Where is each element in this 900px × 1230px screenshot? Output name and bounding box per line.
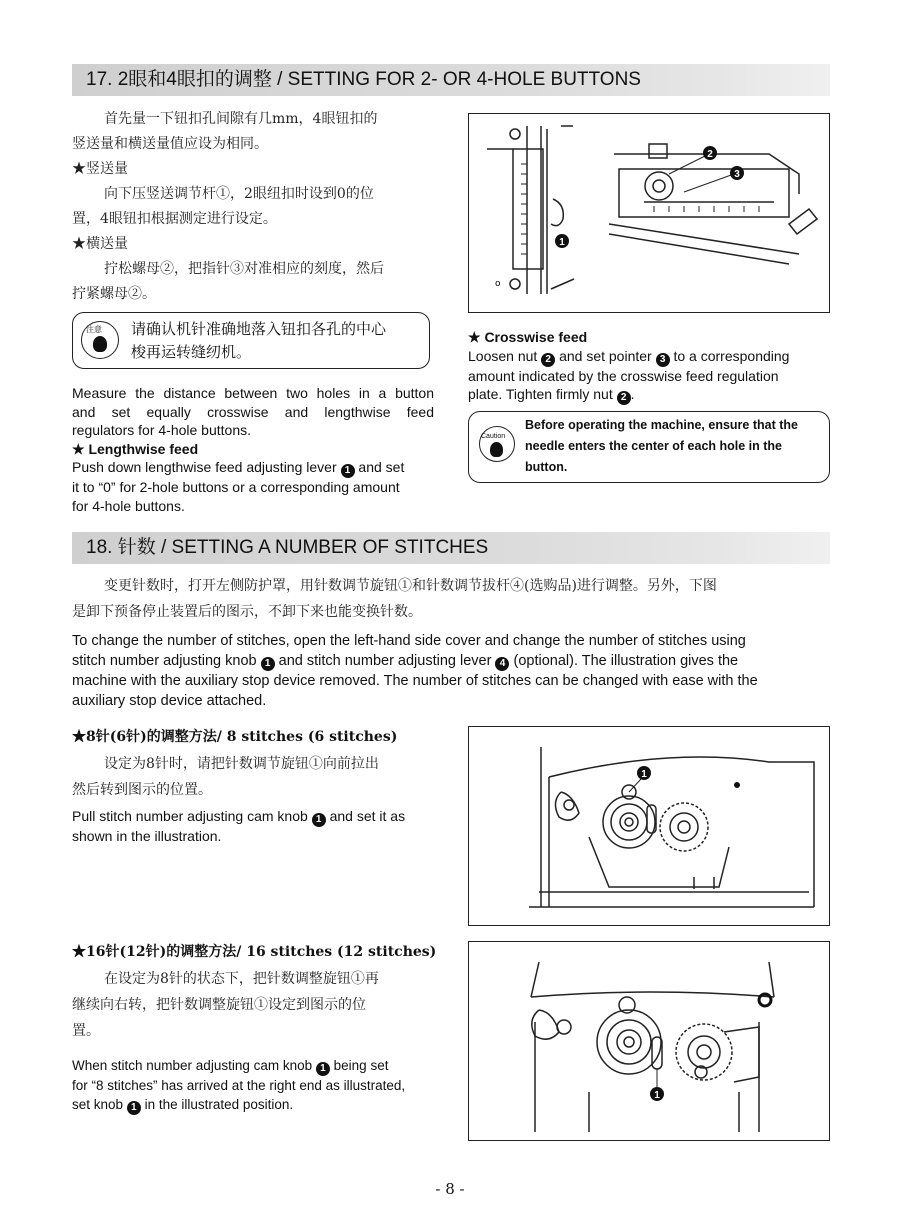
sec17-en-lengthwise-line1b: and set [358,459,405,475]
s8-en-line1b: and set it as [329,808,406,824]
sec18-en-intro-line2 [72,651,832,671]
callout-marker-2b: 2 [617,391,631,405]
s16-en-line3b: in the illustrated position. [144,1097,294,1112]
sec18-en-intro-line2a: stitch number adjusting knob [72,653,257,669]
s8-marker-1-label: 1 [641,769,647,780]
s16-heading: ★16针(12针)的调整方法/ 16 stitches (12 stitches) [72,944,437,960]
s16-en-block [72,1056,437,1115]
sec17-en-p1-line3: regulators for 4-hole buttons. [72,422,251,438]
s8-cam-knob-illustration [469,727,831,927]
sec17-en-caution-text [525,415,798,478]
s8-en-line1a: Pull stitch number adjusting cam knob [72,808,308,824]
sec18-en-intro-line2c: (optional). The illustration gives the [513,653,739,669]
callout-marker-1: 1 [341,464,355,478]
s16-en-line2: for “8 stitches” has arrived at the right end as illustrated, [72,1078,406,1093]
s16-en-line1b: being set [333,1058,389,1073]
sec17-en-crosswise-line1b: and set pointer [559,347,652,364]
fig17-marker-1-label: 1 [559,237,565,248]
sec17-en-lengthwise-heading: ★ Lengthwise feed [72,440,199,457]
caution-icon [81,321,119,359]
s16-figure [468,941,830,1141]
callout-marker-3: 3 [656,353,670,367]
callout-marker-1: 1 [261,657,275,671]
s16-cn-line3: 置。 [72,1023,100,1039]
caution-icon-en-label: Caution [481,433,506,440]
sec17-en-crosswise-line1a: Loosen nut [468,347,538,364]
sec17-en-crosswise-line3a: plate. Tighten firmly nut [468,386,613,402]
sec17-cn-p1-line1: 首先量一下钮扣孔间隙有几mm，4眼钮扣的 [104,111,378,127]
sec17-cn-caution-line1: 请确认机针准确地落入钮扣各孔的中心 [131,320,387,338]
page-number: - 8 - [435,1180,465,1198]
sec17-en-p1-line1: Measure the distance between two holes in a button [72,385,434,401]
s16-cam-knob-illustration [469,942,831,1142]
section-17-title: 17. 2眼和4眼扣的调整 / SETTING FOR 2- OR 4-HOLE BUTTONS [72,64,830,96]
callout-marker-1e: 1 [127,1101,141,1115]
s8-cn-line2: 然后转到图示的位置。 [72,782,212,798]
sec17-en-p1-line2: and set equally crosswise and lengthwise feed [72,403,434,420]
s16-marker-1-label: 1 [654,1090,660,1101]
sec17-cn-p1-line2: 竖送量和横送量值应设为相同。 [72,136,268,152]
sec18-en-intro-line2b: and stitch number adjusting lever [278,653,492,669]
sec17-en-crosswise-line1 [468,347,833,367]
callout-marker-1d: 1 [316,1062,330,1076]
sec17-en-block [72,384,434,515]
sec17-cn-caution-line2: 梭再运转缝纫机。 [131,343,252,361]
sec17-cn-lengthwise-heading: ★竖送量 [72,161,128,177]
sec17-en-caution-line1: Before operating the machine, ensure that the [525,418,798,432]
fig17-marker-2-label: 2 [707,149,713,160]
callout-marker-2: 2 [541,353,555,367]
svg-text:o: o [495,279,501,289]
sec17-en-crosswise-line1c: to a corresponding [673,347,790,364]
caution-icon-label: 注意 [86,325,102,334]
sec17-cn-lengthwise-line2: 置，4眼钮扣根据测定进行设定。 [72,211,277,227]
sec17-en-crosswise-heading: ★ Crosswise feed [468,329,588,345]
s16-en-line1a: When stitch number adjusting cam knob [72,1058,313,1073]
sec18-en-intro-block [72,631,832,711]
sec17-en-crosswise-line3 [468,385,833,405]
callout-marker-4: 4 [495,657,509,671]
sec17-en-caution-box [468,411,830,483]
sec17-cn-crosswise-line1: 拧松螺母②，把指针③对准相应的刻度，然后 [104,261,384,277]
s8-heading: ★8针(6针)的调整方法/ 8 stitches (6 stitches) [72,729,398,745]
s16-en-line3a: set knob [72,1097,124,1112]
fig17-marker-3-label: 3 [734,169,740,180]
s8-en-line1 [72,807,437,827]
sec17-en-crosswise-block [468,328,833,405]
sec17-cn-crosswise-line2: 拧紧螺母②。 [72,286,156,302]
s8-figure [468,726,830,926]
sec17-en-lengthwise-line1a: Push down lengthwise feed adjusting lever [72,459,337,475]
caution-icon-en [479,426,515,462]
s16-en-line3 [72,1095,437,1115]
feed-regulator-illustration [469,114,831,314]
sec17-cn-lengthwise-line1: 向下压竖送调节杆①，2眼纽扣时设到0的位 [104,186,374,202]
s16-cn-line2: 继续向右转，把针数调整旋钮①设定到图示的位 [72,997,366,1013]
sec17-en-crosswise-line3b: . [630,386,635,402]
s16-en-line1 [72,1056,437,1076]
sec17-feed-regulator-figure [468,113,830,313]
sec17-en-lengthwise-line1 [72,458,434,478]
hand-icon-en [490,442,503,457]
sec17-en-caution-line3: button. [525,460,568,474]
s8-cn-line1: 设定为8针时，请把针数调节旋钮①向前拉出 [104,756,379,772]
sec18-en-intro-line3: machine with the auxiliary stop device removed. The number of stitches can be changed with ease with the [72,673,758,689]
sec17-cn-crosswise-heading: ★横送量 [72,236,128,252]
sec17-en-caution-line2: needle enters the center of each hole in the [525,439,783,453]
s8-en-block [72,807,437,846]
sec17-en-lengthwise-line3: for 4-hole buttons. [72,497,185,514]
s8-en-line2: shown in the illustration. [72,828,222,844]
sec17-en-lengthwise-line2: it to “0” for 2-hole buttons or a corresponding amount [72,479,400,495]
hand-icon [93,336,107,352]
s16-cn-line1: 在设定为8针的状态下，把针数调整旋钮①再 [104,971,379,987]
section-18-title: 18. 针数 / SETTING A NUMBER OF STITCHES [72,532,830,564]
sec18-en-intro-line1: To change the number of stitches, open the left-hand side cover and change the number of stitches using [72,633,746,649]
sec17-cn-caution-box [72,312,430,369]
callout-marker-1c: 1 [312,813,326,827]
sec18-cn-intro-line1: 变更针数时，打开左侧防护罩，用针数调节旋钮①和针数调节拔杆④(选购品)进行调整。另外，下图 [104,578,717,594]
sec18-en-intro-line4: auxiliary stop device attached. [72,693,267,709]
sec17-en-crosswise-line2: amount indicated by the crosswise feed regulation [468,367,779,384]
sec18-cn-intro-line2: 是卸下预备停止装置后的图示，不卸下来也能变换针数。 [72,604,422,620]
